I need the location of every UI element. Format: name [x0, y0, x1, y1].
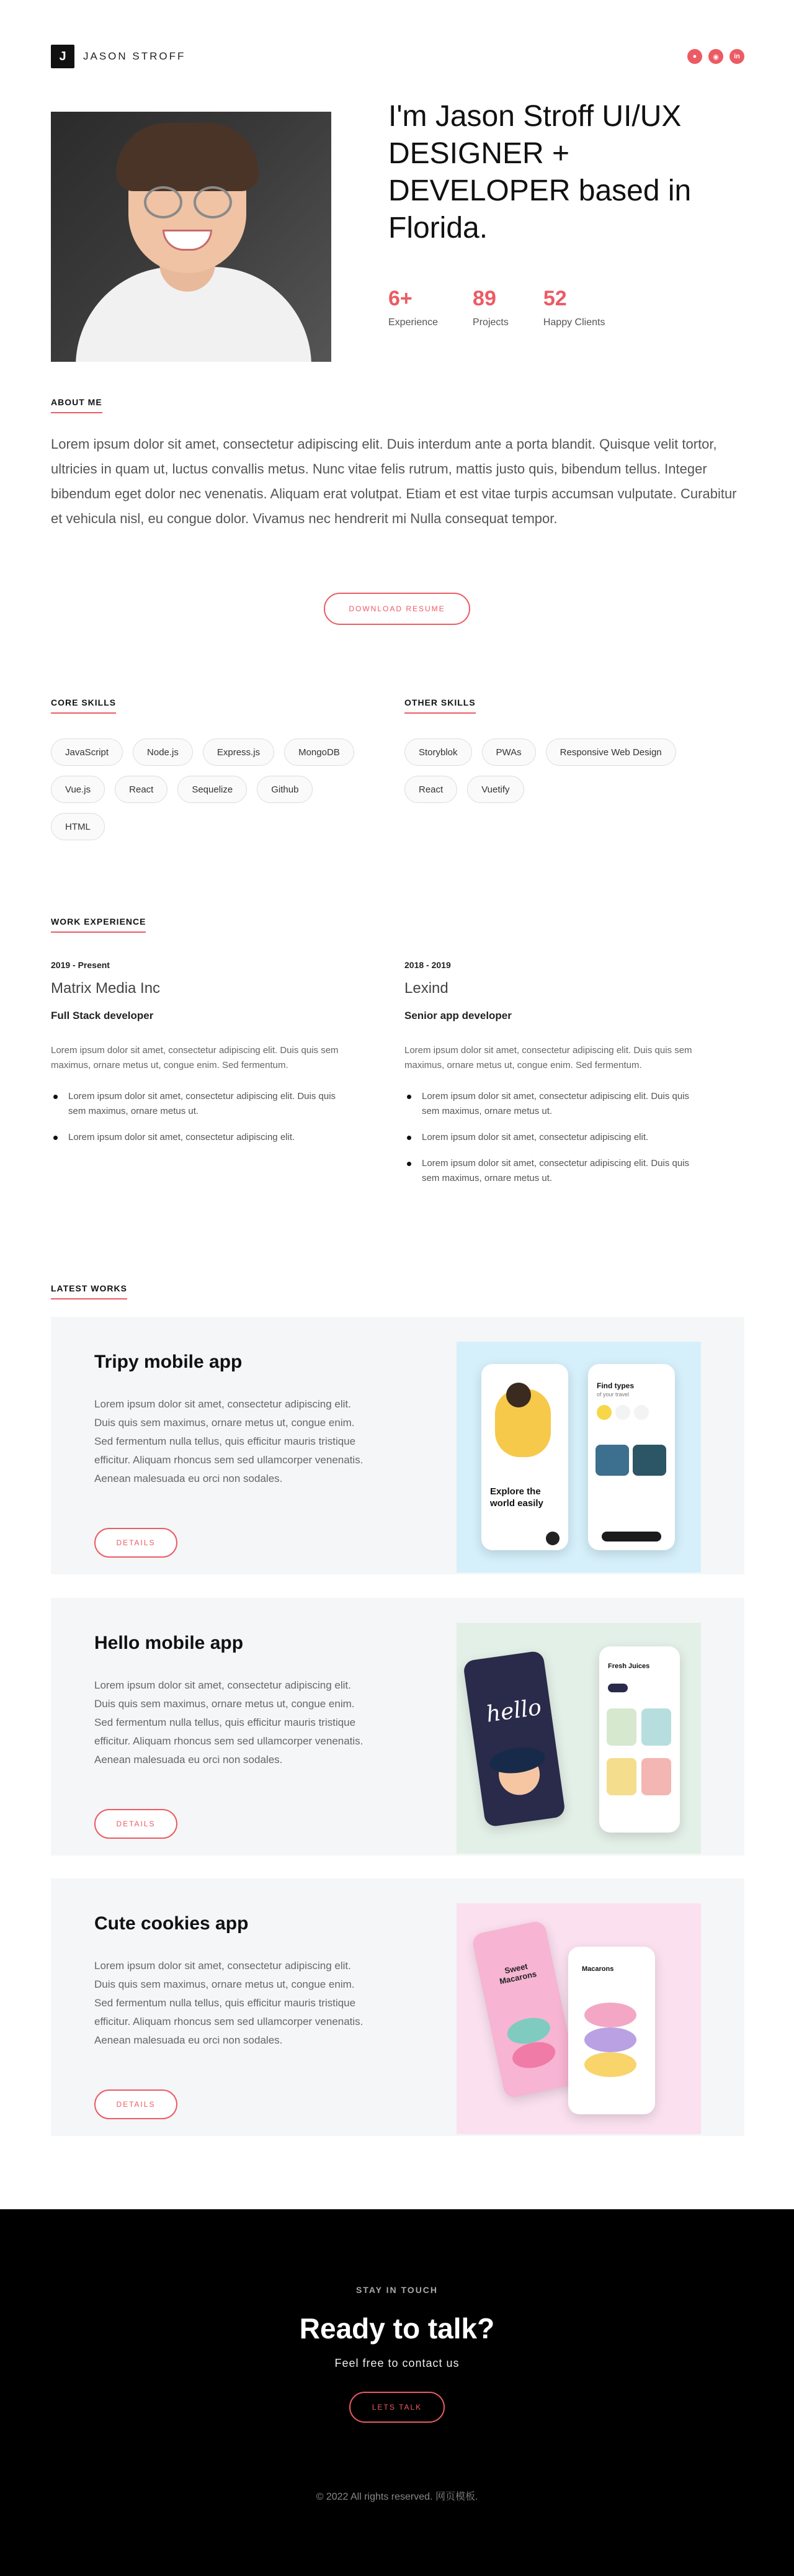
- skill-chip: React: [404, 776, 457, 803]
- skill-chip: JavaScript: [51, 738, 123, 766]
- stat-label: Happy Clients: [543, 317, 605, 328]
- stat-experience: [388, 287, 438, 328]
- phone-mockup: [481, 1364, 568, 1550]
- work-description: Lorem ipsum dolor sit amet, consectetur adipiscing elit. Duis quis sem maximus, ornare metus ut, congue enim. Sed fermentum nulla tellus, quis efficitur mauris tristique efficitur. Aliquam rhoncus sem sed ullamcorper venenatis. Aenean malesuada eu orci non sodales.: [94, 1398, 364, 1484]
- skill-chip: Node.js: [133, 738, 193, 766]
- job-company: Matrix Media Inc: [51, 980, 161, 997]
- dribbble-icon[interactable]: ◉: [708, 49, 723, 64]
- phone-mockup: [471, 1919, 579, 2099]
- work-card-tripy: [51, 1317, 744, 1574]
- linkedin-icon[interactable]: in: [729, 49, 744, 64]
- stat-value: 6+: [388, 287, 413, 310]
- job-matrix-media: [51, 960, 342, 1156]
- about-heading: ABOUT ME: [51, 397, 102, 413]
- social-links: [687, 49, 744, 64]
- other-skills-heading: OTHER SKILLS: [404, 698, 476, 714]
- hello-app-preview: [457, 1623, 701, 1854]
- skill-chip: Vue.js: [51, 776, 105, 803]
- skill-chip: Vuetify: [467, 776, 524, 803]
- skill-chip: PWAs: [482, 738, 536, 766]
- stat-value: 52: [543, 287, 567, 310]
- work-card-cookies: [51, 1878, 744, 2136]
- core-skills-list: [51, 738, 373, 840]
- skill-chip: Storyblok: [404, 738, 472, 766]
- job-role: Senior app developer: [404, 1010, 512, 1021]
- skill-chip: React: [115, 776, 167, 803]
- job-company: Lexind: [404, 980, 448, 997]
- phone-subheading: Macarons: [582, 1965, 614, 1973]
- job-bullet: Lorem ipsum dolor sit amet, consectetur adipiscing elit.: [404, 1130, 696, 1145]
- job-role: Full Stack developer: [51, 1010, 154, 1021]
- work-title: Tripy mobile app: [94, 1352, 243, 1372]
- job-date: 2018 - 2019: [404, 960, 451, 970]
- work-experience-heading: WORK EXPERIENCE: [51, 917, 146, 933]
- logo[interactable]: J: [51, 45, 74, 68]
- phone-heading: Fresh Juices: [608, 1663, 650, 1670]
- brand[interactable]: [51, 45, 185, 68]
- job-bullet: Lorem ipsum dolor sit amet, consectetur adipiscing elit.: [51, 1130, 342, 1145]
- copyright: © 2022 All rights reserved. 网页模板.: [316, 2492, 478, 2502]
- lets-talk-button[interactable]: LETS TALK: [349, 2392, 445, 2423]
- job-description: Lorem ipsum dolor sit amet, consectetur adipiscing elit. Duis quis sem maximus, ornare metus ut, congue enim. Sed fermentum.: [51, 1045, 339, 1070]
- stat-clients: [543, 287, 605, 328]
- skill-chip: HTML: [51, 813, 105, 840]
- job-bullet: Lorem ipsum dolor sit amet, consectetur adipiscing elit. Duis quis sem maximus, ornare metus ut.: [404, 1156, 696, 1186]
- work-description: Lorem ipsum dolor sit amet, consectetur adipiscing elit. Duis quis sem maximus, ornare metus ut, congue enim. Sed fermentum nulla tellus, quis efficitur mauris tristique efficitur. Aliquam rhoncus sem sed ullamcorper venenatis. Aenean malesuada eu orci non sodales.: [94, 1960, 364, 2046]
- latest-works-heading: LATEST WORKS: [51, 1283, 127, 1299]
- stat-projects: [473, 287, 509, 328]
- stat-label: Projects: [473, 317, 509, 328]
- stat-label: Experience: [388, 317, 439, 328]
- hero-title: I'm Jason Stroff UI/UX DESIGNER + DEVELOPER based in Florida.: [388, 100, 692, 245]
- skill-chip: Express.js: [203, 738, 274, 766]
- phone-mockup: [588, 1364, 675, 1550]
- phone-mockup: [463, 1650, 566, 1827]
- skill-chip: Sequelize: [177, 776, 247, 803]
- download-resume-button[interactable]: DOWNLOAD RESUME: [324, 593, 470, 625]
- job-bullet: Lorem ipsum dolor sit amet, consectetur adipiscing elit. Duis quis sem maximus, ornare metus ut.: [404, 1089, 696, 1119]
- site-header: [51, 43, 744, 70]
- phone-mockup: [599, 1646, 680, 1833]
- work-title: Hello mobile app: [94, 1633, 244, 1653]
- details-button[interactable]: DETAILS: [94, 1809, 177, 1839]
- details-button[interactable]: DETAILS: [94, 2089, 177, 2119]
- phone-mockup: [568, 1947, 655, 2114]
- cookies-app-preview: [457, 1903, 701, 2134]
- hero-stats: [388, 287, 605, 328]
- job-bullets: [404, 1089, 696, 1186]
- phone-heading: Find types: [597, 1381, 635, 1390]
- other-skills-list: [404, 738, 727, 803]
- site-footer: [0, 2209, 794, 2576]
- work-description: Lorem ipsum dolor sit amet, consectetur adipiscing elit. Duis quis sem maximus, ornare metus ut, congue enim. Sed fermentum nulla tellus, quis efficitur mauris tristique efficitur. Aliquam rhoncus sem sed ullamcorper venenatis. Aenean malesuada eu orci non sodales.: [94, 1679, 364, 1766]
- brand-name[interactable]: JASON STROFF: [83, 50, 186, 62]
- phone-heading: Explore the world easily: [490, 1486, 543, 1509]
- hero-portrait: [51, 112, 331, 362]
- skill-chip: MongoDB: [284, 738, 354, 766]
- about-text: Lorem ipsum dolor sit amet, consectetur adipiscing elit. Duis interdum ante a porta blandit. Quisque velit tortor, ultricies in quam ut, luctus convallis metus. Nunc vitae felis rutrum, mattis justo quis, bibendum tellus. Integer bibendum eget dolor nec venenatis. Aliquam erat volutpat. Etiam et est vitae turpis accumsan vulputate. Curabitur et vehicula nisl, eu congue dolor. Vivamus nec hendrerit mi Nulla consequat tempor.: [51, 436, 737, 526]
- stay-in-touch: STAY IN TOUCH: [355, 2285, 439, 2295]
- phone-heading: Sweet Macarons: [498, 1961, 538, 1986]
- skill-chip: Github: [257, 776, 313, 803]
- work-title: Cute cookies app: [94, 1913, 249, 1934]
- contact-subtitle: Feel free to contact us: [334, 2357, 460, 2369]
- phone-subheading: of your travel: [597, 1391, 630, 1398]
- phone-heading: hello: [484, 1694, 543, 1728]
- skill-chip: Responsive Web Design: [546, 738, 676, 766]
- github-icon[interactable]: ●: [687, 49, 702, 64]
- job-lexind: [404, 960, 696, 1197]
- stat-value: 89: [473, 287, 496, 310]
- tripy-app-preview: [457, 1342, 701, 1573]
- details-button[interactable]: DETAILS: [94, 1528, 177, 1558]
- job-description: Lorem ipsum dolor sit amet, consectetur adipiscing elit. Duis quis sem maximus, ornare metus ut, congue enim. Sed fermentum.: [404, 1045, 692, 1070]
- job-date: 2019 - Present: [51, 960, 110, 970]
- job-bullets: [51, 1089, 342, 1145]
- job-bullet: Lorem ipsum dolor sit amet, consectetur adipiscing elit. Duis quis sem maximus, ornare metus ut.: [51, 1089, 342, 1119]
- work-card-hello: [51, 1598, 744, 1856]
- ready-heading: Ready to talk?: [299, 2312, 495, 2345]
- core-skills-heading: CORE SKILLS: [51, 698, 116, 714]
